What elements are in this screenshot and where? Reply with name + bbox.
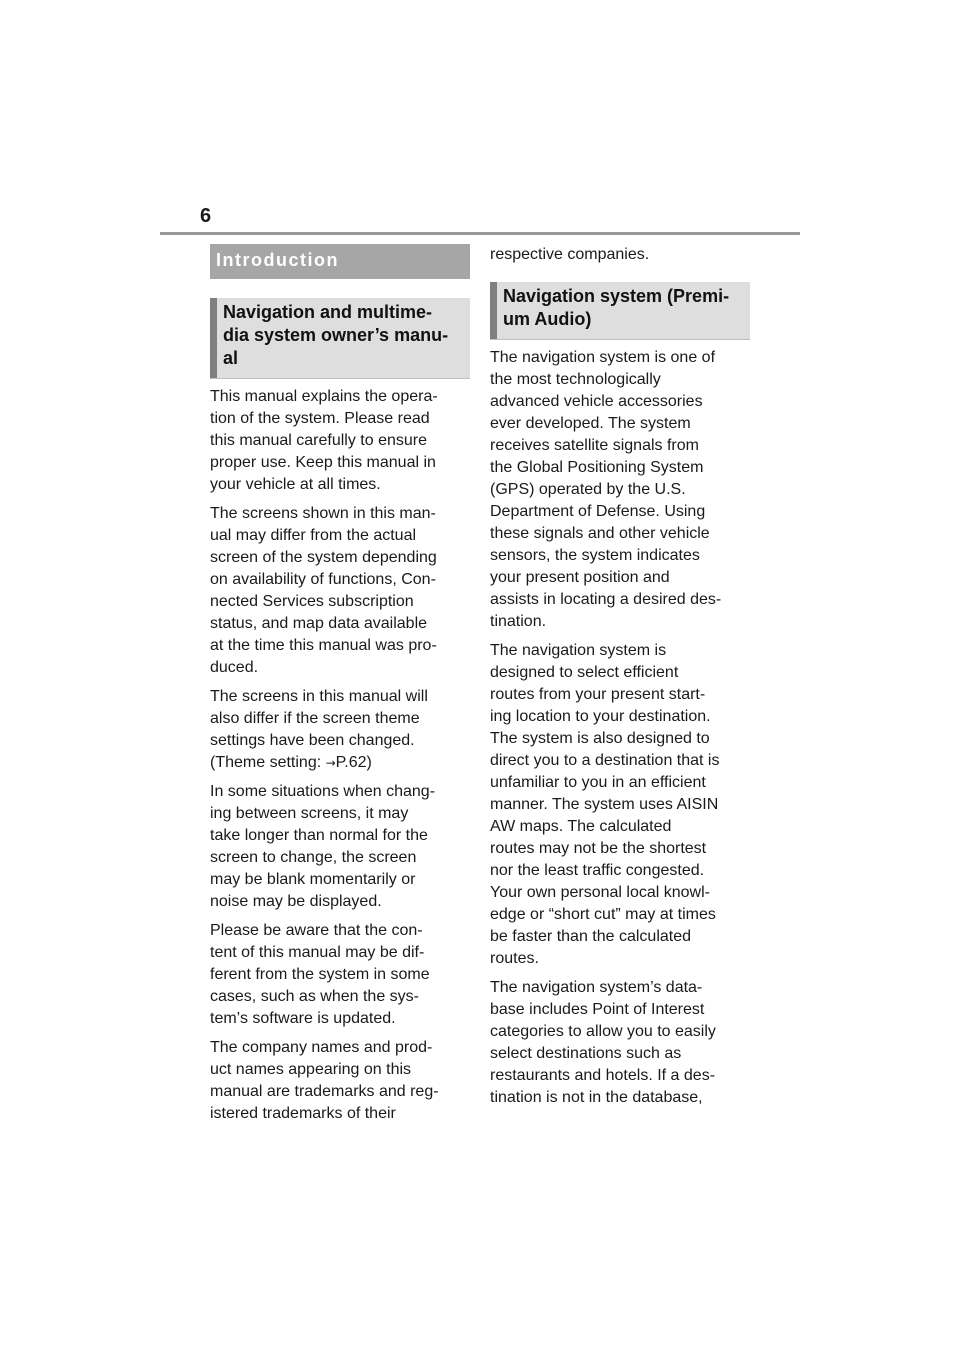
paragraph-screen-theme xyxy=(210,686,470,774)
subheading-owners-manual-text: Navigation and multime- dia system owner’s manu- al xyxy=(223,302,449,368)
subheading-navigation-system-text: Navigation system (Premi- um Audio) xyxy=(503,286,730,329)
paragraph-navigation-overview: The navigation system is one of the most technologically advanced vehicle accessories ever developed. The system receives satellite signals from the Global Positioning System (GPS) operated by the U.S. Department of Defense. Using these signals and other vehicle sensors, the system indicates your present position and assists in locating a desired des- tination. xyxy=(490,349,722,630)
paragraph-poi-database: The navigation system’s data- base includes Point of Interest categories to allow you to easily select destinations such as restaurants and hotels. If a des- tination is not in the database, xyxy=(490,979,716,1106)
paragraph-screens-differ: The screens shown in this man- ual may differ from the actual screen of the system depending on availability of functions, Con- nected Services subscription status, and map data available at the time this manual was pro- duced. xyxy=(210,505,437,676)
paragraph-trademarks: The company names and prod- uct names appearing on this manual are trademarks and reg- istered trademarks of their xyxy=(210,1039,439,1122)
theme-ref-page-link[interactable]: P.62 xyxy=(335,754,367,771)
paragraph-screen-theme-text: The screens in this manual will also differ if the screen theme settings have been changed. xyxy=(210,688,428,749)
header-rule xyxy=(160,232,800,235)
left-column xyxy=(210,244,470,1125)
theme-ref-prefix: (Theme setting: xyxy=(210,754,326,771)
arrow-right-icon: → xyxy=(325,756,336,770)
theme-ref-suffix: ) xyxy=(366,754,372,771)
paragraph-manual-intro: This manual explains the opera- tion of the system. Please read this manual carefully to ensure proper use. Keep this manual in your vehicle at all times. xyxy=(210,388,438,493)
paragraph-changing-screens: In some situations when chang- ing between screens, it may take longer than normal for the screen to change, the screen may be blank momentarily or noise may be displayed. xyxy=(210,783,436,910)
paragraph-content-differ: Please be aware that the con- tent of this manual may be dif- ferent from the system in some cases, such as when the sys- tem’s software is updated. xyxy=(210,922,430,1027)
right-column xyxy=(490,244,750,1109)
page-number: 6 xyxy=(200,205,212,227)
paragraph-efficient-routes: The navigation system is designed to select efficient routes from your present start- ing location to your destination. The system is also designed to direct you to a destination that is unfamiliar to you in an efficient manner. The system uses AISIN AW maps. The calculated routes may not be the shortest nor the least traffic congested. Your own personal local knowl- edge or “short cut” may at times be faster than the calculated routes. xyxy=(490,642,720,967)
subheading-owners-manual xyxy=(210,298,470,378)
section-title: Introduction xyxy=(210,244,470,279)
paragraph-continuation: respective companies. xyxy=(490,246,650,263)
subheading-navigation-system xyxy=(490,282,750,339)
